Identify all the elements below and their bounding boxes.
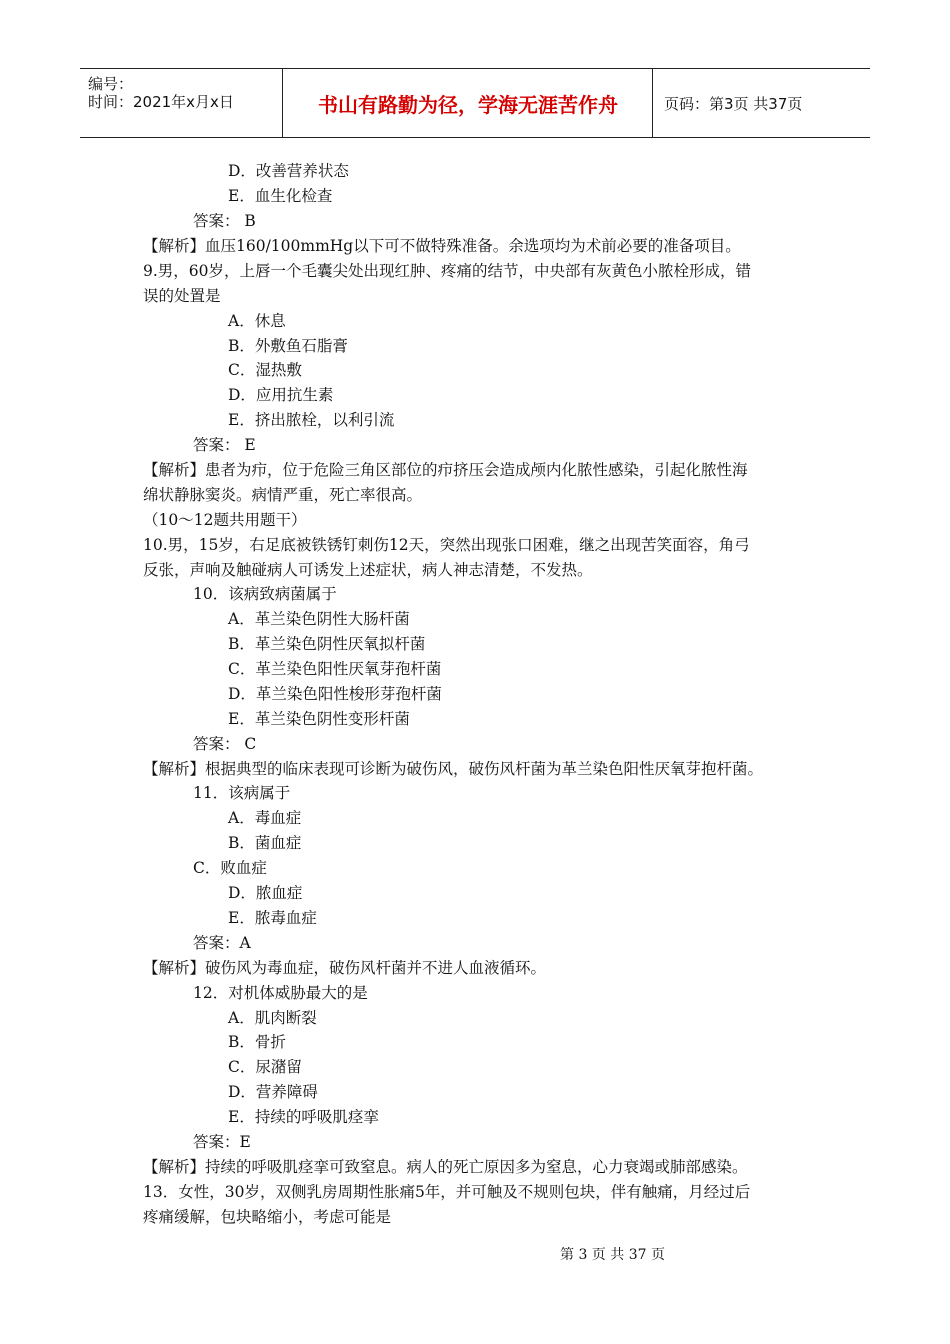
analysis-line: 【解析】根据典型的临床表现可诊断为破伤风，破伤风杆菌为革兰染色阳性厌氧芽抱杆菌。	[143, 760, 764, 778]
code-label: 编号：	[88, 75, 134, 93]
option-line: A．休息	[228, 312, 286, 330]
option-line: E．革兰染色阴性变形杆菌	[228, 710, 410, 728]
option-line: C．尿潴留	[228, 1058, 302, 1076]
question-line: 疼痛缓解，包块略缩小，考虑可能是	[143, 1208, 392, 1226]
answer-line: 答案：E	[193, 1133, 251, 1151]
question-line: 反张，声响及触碰病人可诱发上述症状，病人神志清楚，不发热。	[143, 561, 593, 579]
option-line: B．骨折	[228, 1033, 286, 1051]
analysis-line: 绵状静脉窦炎。病情严重，死亡率很高。	[143, 486, 423, 504]
analysis-line: 【解析】血压160/100mmHg以下可不做特殊准备。余选项均为术前必要的准备项目。	[143, 237, 741, 255]
question-line: 13．女性，30岁，双侧乳房周期性胀痛5年，并可触及不规则包块，伴有触痛，月经过后	[143, 1183, 751, 1201]
option-line: B．革兰染色阴性厌氧拟杆菌	[228, 635, 426, 653]
option-line: E．血生化检查	[228, 187, 333, 205]
date-label: 时间：2021年x月x日	[88, 93, 234, 111]
option-line: E．持续的呼吸肌痉挛	[228, 1108, 379, 1126]
answer-line: 答案： B	[193, 212, 256, 230]
page-header	[80, 68, 870, 138]
option-line: E．脓毒血症	[228, 909, 317, 927]
group-note: （10～12题共用题干）	[143, 511, 307, 529]
analysis-line: 【解析】破伤风为毒血症，破伤风杆菌并不进人血液循环。	[143, 959, 547, 977]
option-line: D．改善营养状态	[228, 162, 349, 180]
analysis-line: 【解析】患者为疖，位于危险三角区部位的疖挤压会造成颅内化脓性感染，引起化脓性海	[143, 461, 748, 479]
sub-question: 12．对机体威胁最大的是	[193, 984, 368, 1002]
option-line: D．革兰染色阳性梭形芽孢杆菌	[228, 685, 442, 703]
option-line: E．挤出脓栓，以利引流	[228, 411, 395, 429]
answer-line: 答案： E	[193, 436, 256, 454]
header-page-number: 页码：第3页 共37页	[664, 94, 803, 113]
analysis-line: 【解析】持续的呼吸肌痉挛可致窒息。病人的死亡原因多为窒息，心力衰竭或肺部感染。	[143, 1158, 748, 1176]
option-line: A．革兰染色阴性大肠杆菌	[228, 610, 410, 628]
option-line: B．菌血症	[228, 834, 302, 852]
header-info-cell	[80, 69, 283, 137]
option-line: A．毒血症	[228, 809, 302, 827]
question-line: 9.男，60岁，上唇一个毛囊尖处出现红肿、疼痛的结节，中央部有灰黄色小脓栓形成，错	[143, 262, 752, 280]
option-line: D．应用抗生素	[228, 386, 334, 404]
answer-line: 答案：A	[193, 934, 251, 952]
option-line: D．脓血症	[228, 884, 303, 902]
option-line: D．营养障碍	[228, 1083, 318, 1101]
question-line: 误的处置是	[143, 287, 221, 305]
option-line: C．败血症	[193, 859, 267, 877]
sub-question: 11．该病属于	[193, 784, 291, 802]
answer-line: 答案： C	[193, 735, 257, 753]
option-line: C．革兰染色阳性厌氧芽孢杆菌	[228, 660, 442, 678]
question-line: 10.男，15岁，右足底被铁锈钉刺伤12天，突然出现张口困难，继之出现苦笑面容，角弓	[143, 536, 750, 554]
option-line: B．外敷鱼石脂膏	[228, 337, 348, 355]
option-line: A．肌肉断裂	[228, 1009, 317, 1027]
header-motto: 书山有路勤为径，学海无涯苦作舟	[284, 69, 653, 137]
page-footer: 第 3 页 共 37 页	[560, 1247, 665, 1263]
option-line: C．湿热敷	[228, 361, 302, 379]
sub-question: 10．该病致病菌属于	[193, 585, 337, 603]
